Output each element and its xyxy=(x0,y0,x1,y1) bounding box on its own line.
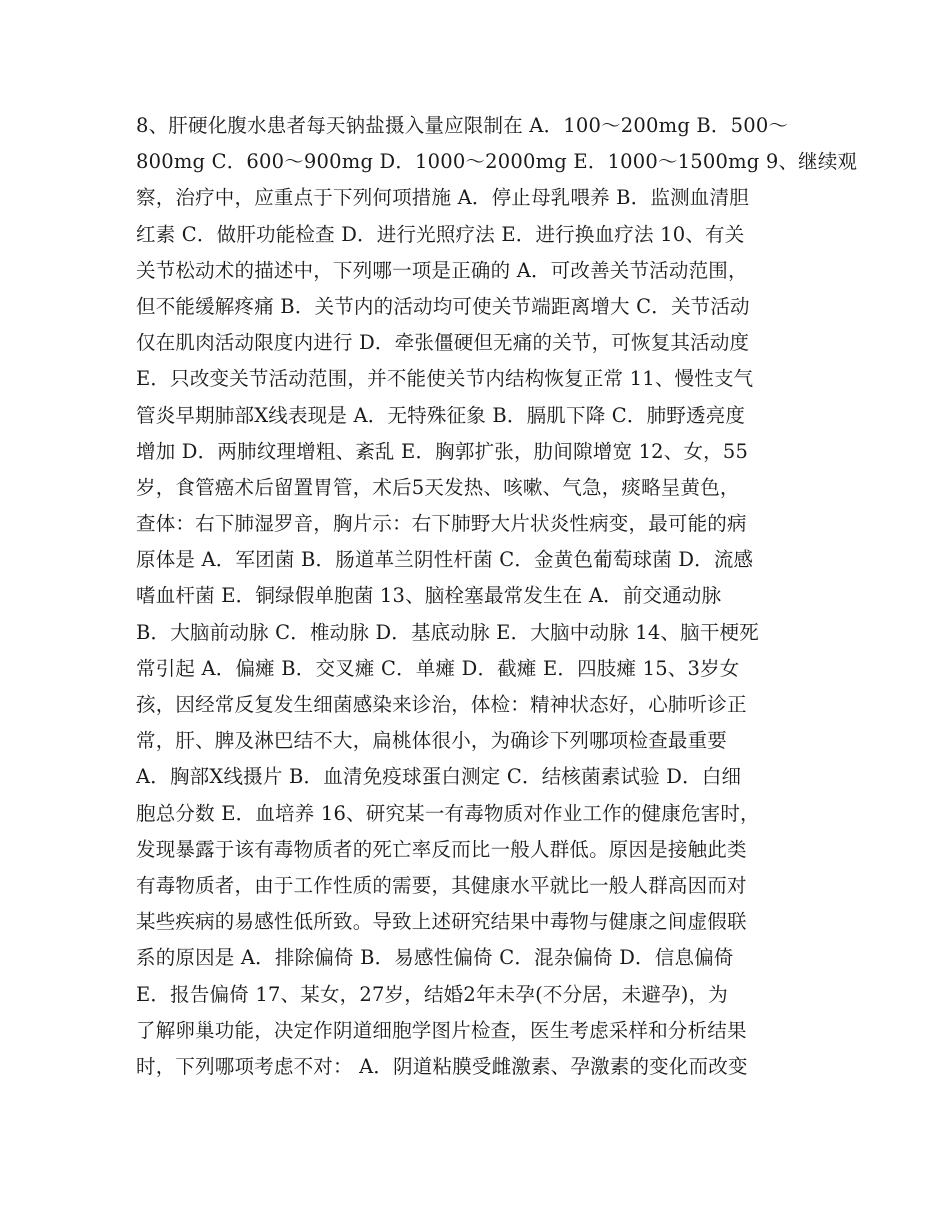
text-line: 8、肝硬化腹水患者每天钠盐摄入量应限制在 A．100～200mg B．500～ xyxy=(136,114,789,137)
text-line: 嗜血杆菌 E．铜绿假单胞菌 13、脑栓塞最常发生在 A．前交通动脉 xyxy=(136,584,722,608)
text-line: 但不能缓解疼痛 B．关节内的活动均可使关节端距离增大 C．关节活动 xyxy=(136,294,750,318)
text-line: 红素 C．做肝功能检查 D．进行光照疗法 E．进行换血疗法 10、有关 xyxy=(136,222,745,246)
text-line: 发现暴露于该有毒物质者的死亡率反而比一般人群低。原因是接触此类 xyxy=(136,837,747,861)
text-line: 关节松动术的描述中，下列哪一项是正确的 A．可改善关节活动范围， xyxy=(136,258,748,282)
text-line: 胞总分数 E．血培养 16、研究某一有毒物质对作业工作的健康危害时， xyxy=(136,801,760,825)
text-line: E．报告偏倚 17、某女，27岁，结婚2年未孕(不分居，未避孕)，为 xyxy=(136,982,728,1006)
text-line: 孩，因经常反复发生细菌感染来诊治，体检：精神状态好，心肺听诊正 xyxy=(136,693,747,716)
text-line: 系的原因是 A．排除偏倚 B．易感性偏倚 C．混杂偏倚 D．信息偏倚 xyxy=(136,946,734,970)
text-line: 了解卵巢功能，决定作阴道细胞学图片检查，医生考虑采样和分析结果 xyxy=(136,1018,747,1042)
text-line: 查体：右下肺湿罗音，胸片示：右下肺野大片状炎性病变，最可能的病 xyxy=(136,512,747,536)
text-line: 原体是 A．军团菌 B．肠道革兰阴性杆菌 C．金黄色葡萄球菌 D．流感 xyxy=(136,548,754,572)
text-line: 仅在肌肉活动限度内进行 D．牵张僵硬但无痛的关节，可恢复其活动度 xyxy=(136,331,750,355)
text-line: 管炎早期肺部X线表现是 A．无特殊征象 B．膈肌下降 C．肺野透亮度 xyxy=(136,403,746,427)
text-line: 某些疾病的易感性低所致。导致上述研究结果中毒物与健康之间虚假联 xyxy=(136,910,747,934)
text-line: 察，治疗中，应重点于下列何项措施 A．停止母乳喂养 B．监测血清胆 xyxy=(136,186,749,210)
text-line: B．大脑前动脉 C．椎动脉 D．基底动脉 E．大脑中动脉 14、脑干梗死 xyxy=(136,620,759,644)
body-text xyxy=(136,108,858,1085)
text-line: A．胸部X线摄片 B．血清免疫球蛋白测定 C．结核菌素试验 D．白细 xyxy=(136,765,742,789)
text-line: E．只改变关节活动范围，并不能使关节内结构恢复正常 11、慢性支气 xyxy=(136,367,754,391)
text-line: 增加 D．两肺纹理增粗、紊乱 E．胸郭扩张，肋间隙增宽 12、女，55 xyxy=(136,439,749,463)
text-line: 有毒物质者，由于工作性质的需要，其健康水平就比一般人群高因而对 xyxy=(136,873,747,897)
text-line: 时，下列哪项考虑不对： A．阴道粘膜受雌激素、孕激素的变化而改变 xyxy=(136,1054,748,1078)
text-line: 800mg C．600～900mg D．1000～2000mg E．1000～1500mg 9、继续观 xyxy=(136,150,858,174)
text-line: 常引起 A．偏瘫 B．交叉瘫 C．单瘫 D．截瘫 E．四肢瘫 15、3岁女 xyxy=(136,656,740,680)
text-line: 常，肝、脾及淋巴结不大，扁桃体很小，为确诊下列哪项检查最重要 xyxy=(136,729,728,753)
text-line: 岁，食管癌术后留置胃管，术后5天发热、咳嗽、气急，痰略呈黄色， xyxy=(136,475,740,499)
